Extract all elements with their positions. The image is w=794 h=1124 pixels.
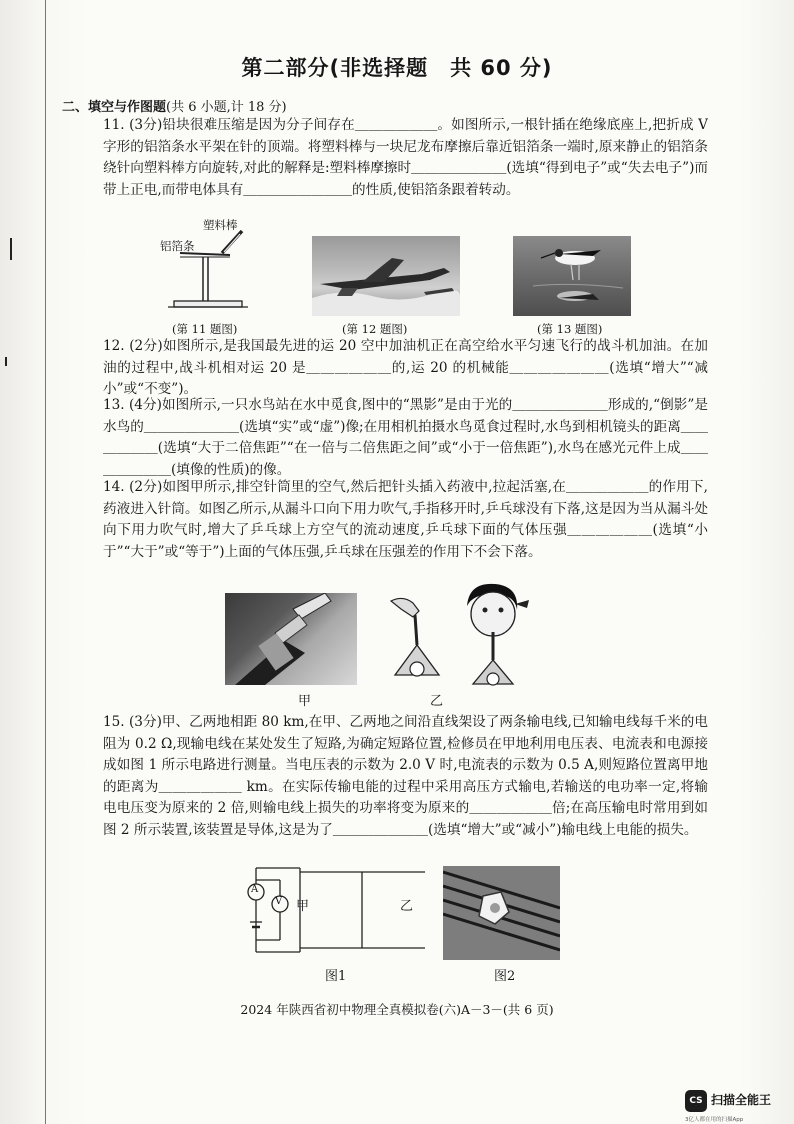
circuit-label-jia: 甲 [296,899,310,914]
section-heading [62,96,287,115]
question-14: 14. (2分)如图甲所示,排空针筒里的空气,然后把针头插入药液中,拉起活塞,在＿＿＿＿＿＿的作用下,药液进入针筒。如图乙所示,从漏斗口向下用力吹气,手指移开时,乒乓球没有下落,这是因为当从漏斗处向下用力吹气时,增大了乒乓球上方空气的流动速度,乒乓球下面的气体压强＿＿＿＿＿＿(选填“小于”“大于”或“等于”)上面的气体压强,乒乓球在压强差的作用下不会下落。 [103,479,708,560]
binding-line [45,0,46,1124]
fig13-photo [513,236,631,316]
fig14-person-blowing [455,580,535,688]
fig12-caption: (第 12 题图) [342,322,408,336]
scanner-app-tagline: 3亿人都在用的扫描App [685,1117,744,1123]
fig12-photo [312,236,460,316]
scanner-app-icon: CS [685,1090,707,1112]
fig11-label-rod: 塑料棒 [203,218,238,232]
circuit-label-yi: 乙 [400,899,414,914]
question-12: 12. (2分)如图所示,是我国最先进的运 20 空中加油机正在高空给水平匀速飞行的战斗机加油。在加油的过程中,战斗机相对运 20 是＿＿＿＿＿＿的,运 20 的机械能＿＿＿＿＿＿＿(选填“增大”“减小”或“不变”)。 [103,338,708,398]
fig14-label-yi: 乙 [430,694,444,709]
scanner-app-name: 扫描全能王 [711,1093,772,1107]
part-title: 第二部分(非选择题 共 60 分) [241,56,553,80]
section-label: 二、填空与作图题 [62,100,167,115]
circuit-ammeter-label: A [251,884,259,895]
fig13-caption: (第 13 题图) [537,322,603,336]
question-15: 15. (3分)甲、乙两地相距 80 km,在甲、乙两地之间沿直线架设了两条输电线,已知输电线每千米的电阻为 0.2 Ω,现输电线在某处发生了短路,为确定短路位置,检修员在甲地利用电压表、电流表和电源接成如图 1 所示电路进行测量。当电压表的示数为 2.0 V 时,电流表的示数为 0.5 A,则短路位置离甲地的距离为＿＿＿＿＿＿ km。在实际传输电能的过程中采用高压方式输电,若输送的电功率一定,将输电电压变为原来的 2 倍,则输电线上损失的功率将变为原来的＿＿＿＿＿＿倍;在高压输电时常用到如图 2 所示装置,该装置是导体,这是为了＿＿＿＿＿＿＿(选填“增大”或“减小”)输电线上电能的损失。 [103,714,708,838]
margin-mark [10,238,12,260]
margin-mark [5,357,7,366]
fig11-caption: (第 11 题图) [172,322,238,336]
fig15-caption-1: 图1 [325,969,347,984]
fig15-spacer-photo [443,866,560,960]
section-note: (共 6 小题,计 18 分) [166,100,287,115]
fig11-label-foil: 铝箔条 [160,239,195,253]
circuit-voltmeter-label: V [275,896,283,907]
fig14-funnel-hand [383,593,453,685]
question-11: 11. (3分)铅块很难压缩是因为分子间存在＿＿＿＿＿＿。如图所示,一根针插在绝缘底座上,把折成 V 字形的铝箔条水平架在针的顶端。将塑料棒与一块尼龙布摩擦后靠近铝箔条一端时,原来静止的铝箔条绕针向塑料棒方向旋转,对此的解释是:塑料棒摩擦时＿＿＿＿＿＿＿(选填“得到电子”或“失去电子”)而带上正电,而带电体具有＿＿＿＿＿＿＿＿的性质,使铝箔条跟着转动。 [103,117,708,198]
fig15-caption-2: 图2 [494,969,516,984]
fig14-label-jia: 甲 [298,694,312,709]
fig14-syringe-photo [225,593,357,685]
page-footer: 2024 年陕西省初中物理全真模拟卷(六)A－3－(共 6 页) [240,1002,554,1017]
question-13: 13. (4分)如图所示,一只水鸟站在水中觅食,图中的“黑影”是由于光的＿＿＿＿＿＿＿形成的,“倒影”是水鸟的＿＿＿＿＿＿＿(选填“实”或“虚”)像;在用相机拍摄水鸟觅食过程时,水鸟到相机镜头的距离＿＿＿＿＿＿(选填“大于二倍焦距”“在一倍与二倍焦距之间”或“小于一倍焦距”),水鸟在感光元件上成＿＿＿＿＿＿＿(填像的性质)的像。 [103,397,708,478]
